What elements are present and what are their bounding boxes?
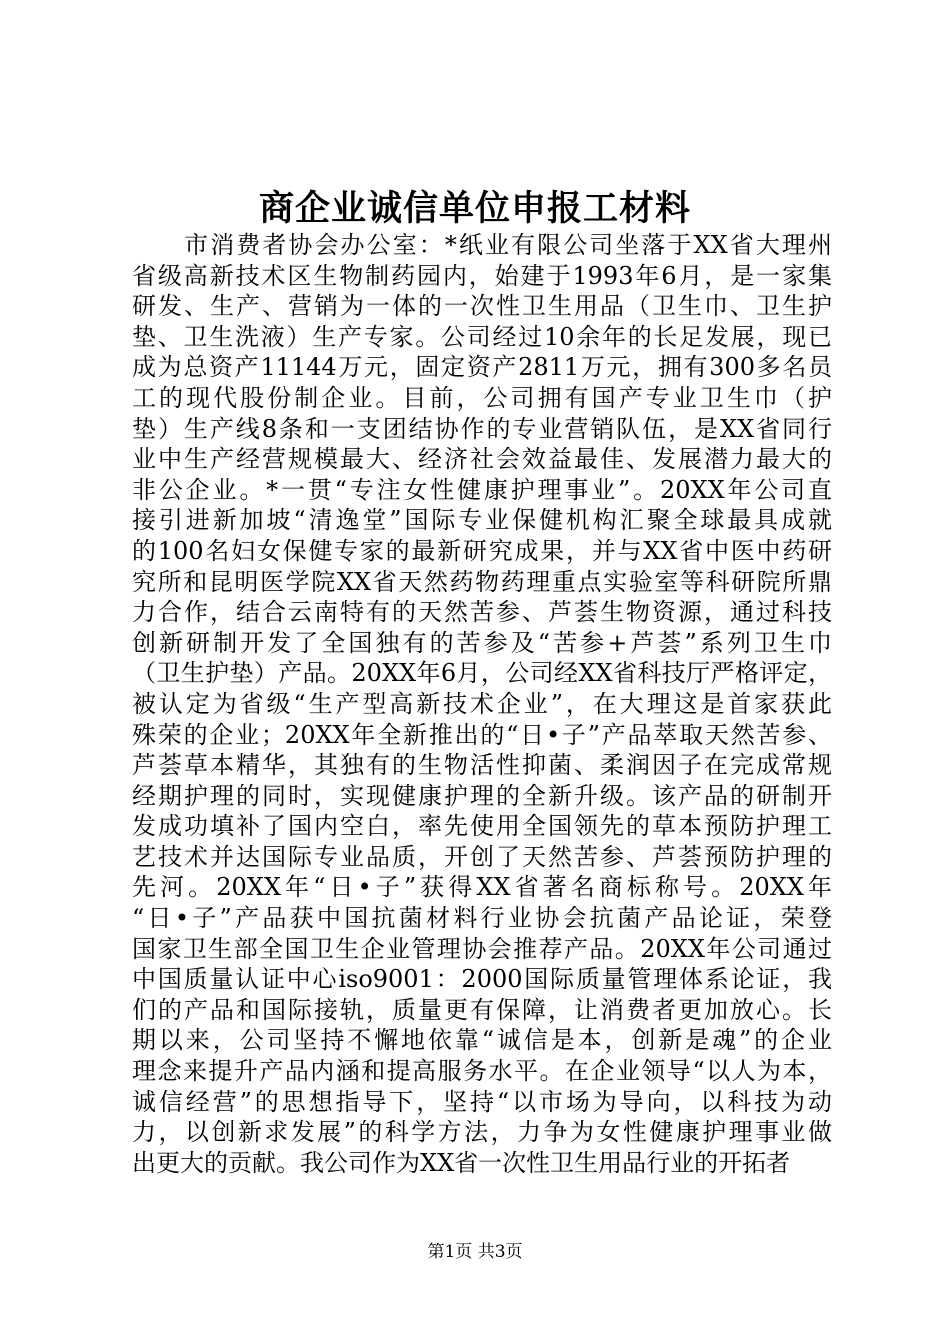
body-line: 期以来，公司坚持不懈地依靠“诚信是本，创新是魂”的企业	[132, 1026, 832, 1055]
body-line: 研发、生产、营销为一体的一次性卫生用品（卫生巾、卫生护	[132, 292, 832, 321]
body-line: 的100名妇女保健专家的最新研究成果，并与XX省中医中药研	[132, 536, 832, 565]
body-line: 力，以创新求发展”的科学方法，力争为女性健康护理事业做	[132, 1118, 832, 1147]
body-line: 理念来提升产品内涵和提高服务水平。在企业领导“以人为本，	[132, 1057, 832, 1086]
body-line: 市消费者协会办公室：*纸业有限公司坐落于XX省大理州	[132, 231, 832, 259]
body-line: 中国质量认证中心iso9001：2000国际质量管理体系论证，我	[132, 965, 832, 994]
body-line: 力合作，结合云南特有的天然苦参、芦荟生物资源，通过科技	[132, 598, 832, 627]
body-line: 究所和昆明医学院XX省天然药物药理重点实验室等科研院所鼎	[132, 567, 832, 596]
document-title: 商企业诚信单位申报工材料	[258, 188, 691, 229]
body-line: 出更大的贡献。我公司作为XX省一次性卫生用品行业的开拓者	[132, 1148, 791, 1177]
body-paragraph	[132, 230, 832, 1178]
body-line: 接引进新加坡“清逸堂”国际专业保健机构汇聚全球最具成就	[132, 506, 832, 535]
body-line: 非公企业。*一贯“专注女性健康护理事业”。20XX年公司直	[132, 475, 832, 504]
body-line: 创新研制开发了全国独有的苦参及“苦参+芦荟”系列卫生巾	[132, 628, 832, 657]
body-line: 被认定为省级“生产型高新技术企业”，在大理这是首家获此	[132, 689, 832, 718]
body-line: 诚信经营”的思想指导下，坚持“以市场为导向，以科技为动	[132, 1087, 832, 1116]
body-line: 工的现代股份制企业。目前，公司拥有国产专业卫生巾（护	[132, 383, 832, 412]
body-line: 经期护理的同时，实现健康护理的全新升级。该产品的研制开	[132, 781, 832, 810]
body-line: 们的产品和国际接轨，质量更有保障，让消费者更加放心。长	[132, 995, 832, 1024]
body-line: 殊荣的企业；20XX年全新推出的“日•子”产品萃取天然苦参、	[132, 720, 832, 749]
body-line: 垫）生产线8条和一支团结协作的专业营销队伍，是XX省同行	[132, 414, 832, 443]
body-line: 国家卫生部全国卫生企业管理协会推荐产品。20XX年公司通过	[132, 934, 832, 963]
body-line: 芦荟草本精华，其独有的生物活性抑菌、柔润因子在完成常规	[132, 751, 832, 780]
body-line: （卫生护垫）产品。20XX年6月，公司经XX省科技厅严格评定，	[132, 659, 832, 688]
body-line: 省级高新技术区生物制药园内，始建于1993年6月，是一家集	[132, 261, 832, 290]
page-footer: 第1页 共3页	[427, 1242, 523, 1262]
body-line: 发成功填补了国内空白，率先使用全国领先的草本预防护理工	[132, 812, 832, 841]
body-line: 垫、卫生洗液）生产专家。公司经过10余年的长足发展，现已	[132, 322, 832, 351]
body-line: 业中生产经营规模最大、经济社会效益最佳、发展潜力最大的	[132, 445, 832, 474]
body-line: 先河。20XX年“日•子”获得XX省著名商标称号。20XX年	[132, 873, 832, 902]
body-line: 成为总资产11144万元，固定资产2811万元，拥有300多名员	[132, 353, 832, 382]
body-line: “日•子”产品获中国抗菌材料行业协会抗菌产品论证，荣登	[132, 904, 832, 933]
body-line: 艺技术并达国际专业品质，开创了天然苦参、芦荟预防护理的	[132, 842, 832, 871]
